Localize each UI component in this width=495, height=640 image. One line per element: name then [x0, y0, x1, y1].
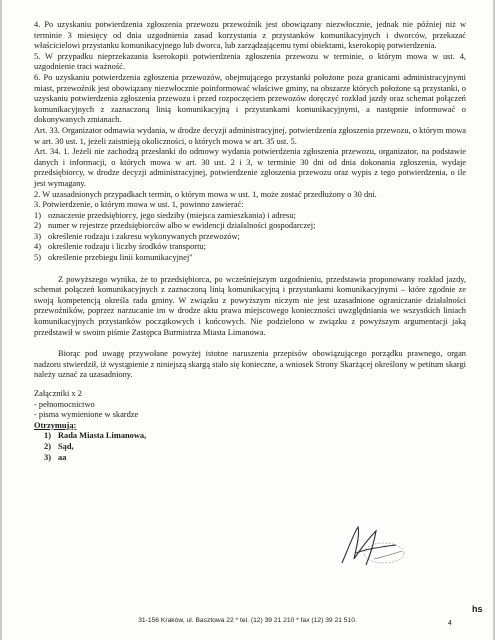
conclusion-paragraph: Biorąc pod uwagę przywołane powyżej istotne naruszenia przepisów obowiązującego porządku prawnego, organ nadzoru stwierdził, iż wystąpienie z niniejszą skargą stało się konieczne, a wniosek Strony Skarżącej określony w petitum skargi należy uznać za uzasadniony.: [34, 349, 466, 380]
document-body: [34, 20, 466, 463]
recipients-list: [34, 431, 466, 463]
recipient-item: 1) Rada Miasta Limanowa,: [44, 431, 147, 441]
argument-paragraph: Z powyższego wynika, że to przedsiębiorca, po wcześniejszym uzgodnieniu, przedstawia proponowany rozkład jazdy, schemat połączeń komunikacyjnych z zaznaczoną linią komunikacyjną i przystankami komunikacyjnymi – które zgodnie ze swoją kompetencją określa rada gminy. W związku z powyższym niczym nie jest uzasadnione ograniczanie działalności przewoźników, poprzez narzucanie im w drodze aktu prawa miejscowego konieczności uwzględniania we wszystkich liniach komunikacyjnych przystanków początkowych i końcowych. Nie podzielono w związku z powyższym argumentacji jaką przedstawił w swoim piśmie Zastępca Burmistrza Miasta Limanowa.: [34, 274, 466, 337]
paragraph-art-34-1: Art. 34. 1. Jeżeli nie zachodzą przesłanki do odmowy wydania potwierdzenia zgłoszenia przewozu, organizator, na podstawie danych i informacji, o których mowa w art. 30 ust. 2 i 3, w terminie 30 dni od dnia dokonania zgłoszenia, wydaje przedsiębiorcy, w drodze decyzji administracyjnej, potwierdzenie zgłoszenia przewozu oraz wypis z tego potwierdzenia, o ile jest wymagany.: [34, 147, 466, 188]
list-item: 5) określenie przebiegu linii komunikacyjnej": [34, 253, 193, 263]
list-item: 4) określenie rodzaju i liczby środków transportu;: [34, 242, 206, 252]
attachments-section: [34, 389, 466, 421]
list-item: 1) oznaczenie przedsiębiorcy, jego siedziby (miejsca zamieszkania) i adresu;: [34, 210, 296, 220]
paragraph-ust-4: 4. Po uzyskaniu potwierdzenia zgłoszenia przewozu przewoźnik jest obowiązany niezwłocznie, jednak nie później niż w terminie 3 miesięcy od dnia uzgodnienia zasad korzystania z przystanków komunikacyjnych i dworców, przekazać właścicielowi przystanku komunikacyjnego lub dworca, lub zarządzającemu tymi obiektami, kserokopię potwierdzenia.: [34, 20, 466, 51]
paragraph-ust-6: 6. Po uzyskaniu potwierdzenia zgłoszenia przewozów, obejmującego przystanki położone poza granicami administracyjnymi miast, przewoźnik jest obowiązany niezwłocznie poinformować właściwe gminy, na obszarze których położone są przystanki, o uzyskaniu potwierdzenia zgłoszenia przewozu i przed rozpoczęciem przewozów doręczyć rozkład jazdy oraz schemat połączeń komunikacyjnych z zaznaczoną linią komunikacyjną i przystankami komunikacyjnymi, a następnie informować o dokonywanych zmianach.: [34, 72, 466, 125]
recipient-item: 2) Sąd,: [44, 441, 74, 451]
attachment-item: - pisma wymienione w skardze: [34, 410, 139, 420]
list-item: 2) numer w rejestrze przedsiębiorców albo w ewidencji działalności gospodarczej;: [34, 221, 316, 231]
attachment-item: - pełnomocnictwo: [34, 399, 95, 409]
list-item: 3) określenie rodzaju i zakresu wykonywanych przewozów;: [34, 231, 240, 241]
recipient-item: 3) aa: [44, 452, 67, 462]
paragraph-art-33: Art. 33. Organizator odmawia wydania, w drodze decyzji administracyjnej, potwierdzenia zgłoszenia przewozu, o którym mowa w art. 30 ust. 1, jeżeli zaistnieją okoliczności, o których mowa w art. 35 ust. 5.: [34, 125, 466, 146]
paragraph-art-34-3: 3. Potwierdzenie, o którym mowa w ust. 1, powinno zawierać:: [34, 200, 244, 210]
paragraph-art-34-2: 2. W uzasadnionych przypadkach termin, o którym mowa w ust. 1, może zostać przedłużony o 30 dni.: [34, 189, 377, 199]
attachments-label: Załączniki x 2: [34, 389, 82, 398]
paragraph-ust-5: 5. W przypadku nieprzekazania kserokopii potwierdzenia zgłoszenia przewozu w terminie, o którym mowa w ust. 4, uzgodnienie traci ważność.: [34, 51, 466, 72]
scan-edge-left: [0, 0, 2, 640]
handwritten-signature: [336, 519, 408, 573]
recipients-label: Otrzymują:: [34, 420, 77, 430]
requirements-list: [34, 211, 466, 264]
scan-initials: hs: [472, 604, 483, 614]
page-number: 4: [448, 620, 452, 627]
footer-address: 31-156 Kraków, ul. Basztowa 22 * tel. (12) 39 21 210 * fax (12) 39 21 510.: [138, 617, 357, 624]
